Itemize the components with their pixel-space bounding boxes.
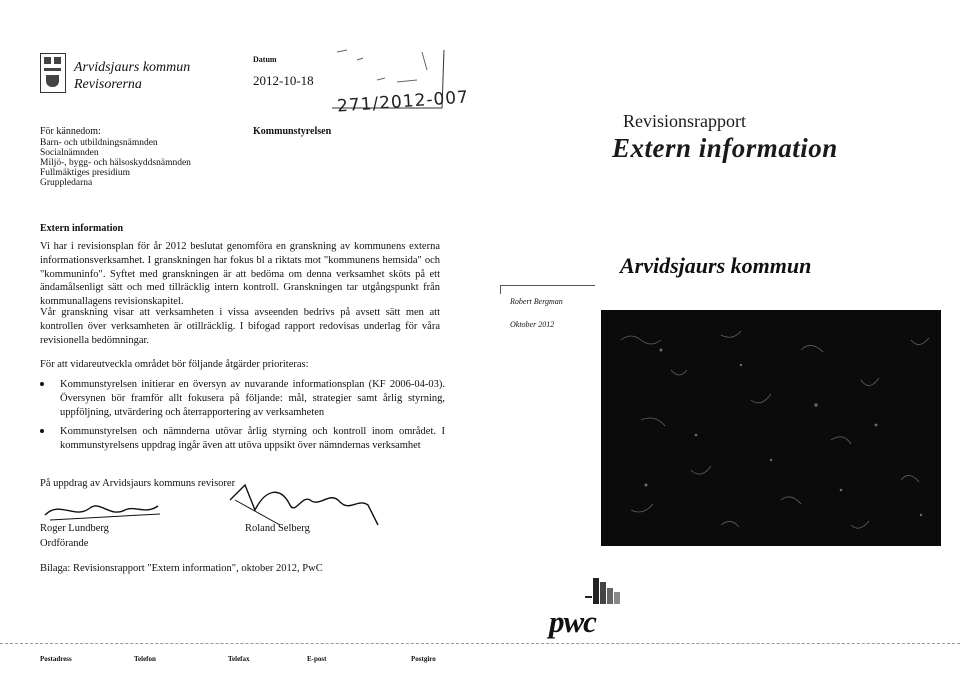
body-paragraph: Vår granskning visar att verksamheten i vissa avseenden bedrivs på avsett sätt men att kontrollen över verksamheten är otillräcklig. I bifogad rapport redovisas underlag för våra revisionella bedömningar. [40, 307, 440, 346]
pwc-brand-text: pwc [549, 604, 596, 639]
for-knowledge-item: Gruppledarna [40, 178, 93, 188]
recipient: Kommunstyrelsen [253, 126, 332, 137]
bullet-dot-icon [40, 429, 44, 433]
cover-subtitle: Extern information [612, 133, 838, 163]
date-label: Datum [253, 55, 277, 64]
footer-label: Postgiro [411, 655, 436, 663]
cover-org-name: Arvidsjaurs kommun [620, 253, 812, 278]
bullet-dot-icon [40, 382, 44, 386]
for-knowledge-item: Miljö-, bygg- och hälsoskyddsnämnden [40, 158, 191, 168]
date-value: 2012-10-18 [253, 73, 314, 88]
author-bracket [500, 285, 595, 294]
bullet-item [40, 378, 445, 419]
cover-photo [601, 310, 941, 546]
signer-2-name: Roland Selberg [245, 523, 310, 534]
body-paragraph: Vi har i revisionsplan för år 2012 beslutat genomföra en granskning av kommunens externa informationsverksamhet. I granskningen har fokus bl a riktats mot "kommunens hemsida" och "kommuninfo". Syftet med granskningen är att bedöma om denna verksamhet sköts på ett ändamålsenligt sätt och med tillräcklig intern kontroll. Granskningen tar utgångspunkt från kommunallagens revisionskapitel. [40, 241, 440, 308]
org-name: Arvidsjaurs kommun [74, 60, 191, 75]
bullet-text: Kommunstyrelsen och nämnderna utövar årlig styrning och kontroll inom området. I kommunstyrelsens uppdrag ingår även att utöva uppsikt över nämndernas verksamhet [60, 426, 445, 451]
bullet-text: Kommunstyrelsen initierar en översyn av nuvarande informationsplan (KF 2006-04-03). Översynen bör framför allt fokusera på följande: mål, strategier samt årlig styrning, uppföljning, utvärdering och återrapportering av verksamheten [60, 379, 445, 418]
for-knowledge-item: Barn- och utbildningsnämnden [40, 138, 158, 148]
signer-1-role: Ordförande [40, 538, 89, 549]
footer-label: E-post [307, 655, 327, 663]
report-author: Robert Bergman [510, 297, 563, 306]
for-knowledge-item: Fullmäktiges presidium [40, 168, 130, 178]
footer-label: Telefax [228, 655, 250, 663]
cover-title: Revisionsrapport [623, 111, 746, 131]
report-month: Oktober 2012 [510, 320, 555, 329]
coat-of-arms-icon [40, 53, 66, 93]
for-knowledge-label: För kännedom: [40, 126, 101, 137]
attachment-note: Bilaga: Revisionsrapport "Extern information", oktober 2012, PwC [40, 563, 323, 574]
signature-intro: På uppdrag av Arvidsjaurs kommuns revisorer [40, 478, 236, 489]
dept-name: Revisorerna [74, 77, 142, 92]
body-paragraph: För att vidareutveckla området bör följande åtgärder prioriteras: [40, 359, 309, 370]
stamp-number: 271/2012-007 [336, 87, 470, 117]
section-heading: Extern information [40, 223, 124, 234]
footer-label: Postadress [40, 655, 72, 663]
signer-1-name: Roger Lundberg [40, 523, 109, 534]
footer-label: Telefon [134, 655, 156, 663]
footer-divider [0, 643, 960, 644]
for-knowledge-item: Socialnämnden [40, 148, 99, 158]
bullet-item [40, 425, 445, 453]
